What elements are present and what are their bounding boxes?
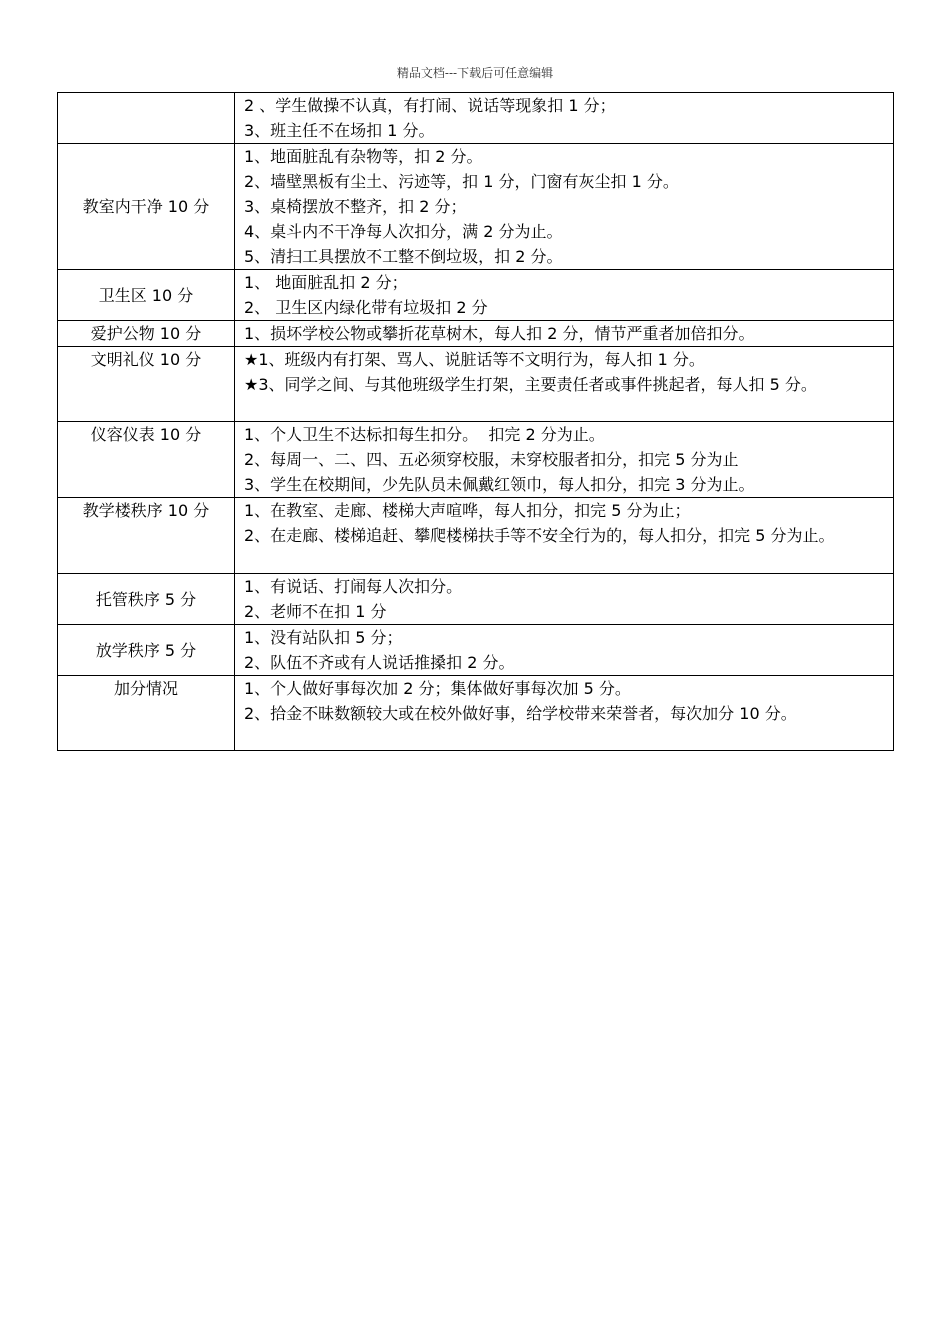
category-cell: 文明礼仪 10 分 <box>58 347 235 422</box>
rule-item: 4、桌斗内不干净每人次扣分，满 2 分为止。 <box>244 222 563 241</box>
rule-item: 2 、学生做操不认真，有打闹、说话等现象扣 1 分； <box>244 96 616 115</box>
rule-item: ★3、同学之间、与其他班级学生打架，主要责任者或事件挑起者，每人扣 5 分。 <box>244 375 817 394</box>
category-cell: 托管秩序 5 分 <box>58 574 235 625</box>
rule-item: ★1、班级内有打架、骂人、说脏话等不文明行为，每人扣 1 分。 <box>244 350 705 369</box>
rule-item: 2、在走廊、楼梯追赶、攀爬楼梯扶手等不安全行为的，每人扣分，扣完 5 分为止。 <box>244 526 835 545</box>
category-cell: 爱护公物 10 分 <box>58 321 235 347</box>
rule-item: 1、个人做好事每次加 2 分；集体做好事每次加 5 分。 <box>244 679 631 698</box>
table-row <box>58 422 894 498</box>
rule-item: 5、清扫工具摆放不工整不倒垃圾，扣 2 分。 <box>244 247 563 266</box>
table-row <box>58 676 894 751</box>
table-row <box>58 321 894 347</box>
rule-item: 2、队伍不齐或有人说话推搡扣 2 分。 <box>244 653 515 672</box>
table-row <box>58 498 894 574</box>
rule-cell <box>235 574 894 625</box>
rule-item: 1、 地面脏乱扣 2 分； <box>244 273 408 292</box>
category-cell <box>58 93 235 144</box>
table-row <box>58 270 894 321</box>
table-row <box>58 144 894 270</box>
table-row <box>58 574 894 625</box>
rule-cell <box>235 144 894 270</box>
category-cell: 放学秩序 5 分 <box>58 625 235 676</box>
category-cell: 仪容仪表 10 分 <box>58 422 235 498</box>
rule-item: 3、桌椅摆放不整齐，扣 2 分； <box>244 197 467 216</box>
rule-item: 2、 卫生区内绿化带有垃圾扣 2 分 <box>244 298 488 317</box>
rule-cell <box>235 625 894 676</box>
category-cell: 卫生区 10 分 <box>58 270 235 321</box>
rule-item: 2、每周一、二、四、五必须穿校服，未穿校服者扣分，扣完 5 分为止 <box>244 450 739 469</box>
rule-item: 1、地面脏乱有杂物等，扣 2 分。 <box>244 147 483 166</box>
rule-cell <box>235 676 894 751</box>
scoring-rules-table <box>57 92 894 751</box>
rule-item: 2、老师不在扣 1 分 <box>244 602 387 621</box>
page-header: 精品文档---下载后可任意编辑 <box>396 66 554 80</box>
rule-cell <box>235 422 894 498</box>
rule-item: 2、墙壁黑板有尘土、污迹等，扣 1 分，门窗有灰尘扣 1 分。 <box>244 172 679 191</box>
rule-item: 1、个人卫生不达标扣每生扣分。 扣完 2 分为止。 <box>244 425 605 444</box>
category-cell: 教学楼秩序 10 分 <box>58 498 235 574</box>
rule-cell <box>235 321 894 347</box>
table-row <box>58 625 894 676</box>
rule-item: 3、学生在校期间，少先队员未佩戴红领巾，每人扣分，扣完 3 分为止。 <box>244 475 755 494</box>
rule-item: 1、损坏学校公物或攀折花草树木，每人扣 2 分，情节严重者加倍扣分。 <box>244 324 755 343</box>
table-row <box>58 347 894 422</box>
rule-item: 1、没有站队扣 5 分； <box>244 628 403 647</box>
rule-item: 1、有说话、打闹每人次扣分。 <box>244 577 463 596</box>
rule-cell <box>235 270 894 321</box>
table-row <box>58 93 894 144</box>
rule-item: 2、拾金不昧数额较大或在校外做好事，给学校带来荣誉者，每次加分 10 分。 <box>244 704 797 723</box>
rule-cell <box>235 347 894 422</box>
rule-item: 3、班主任不在场扣 1 分。 <box>244 121 435 140</box>
category-cell: 教室内干净 10 分 <box>58 144 235 270</box>
rule-item: 1、在教室、走廊、楼梯大声喧哗，每人扣分，扣完 5 分为止； <box>244 501 691 520</box>
rule-cell <box>235 498 894 574</box>
category-cell: 加分情况 <box>58 676 235 751</box>
rule-cell <box>235 93 894 144</box>
